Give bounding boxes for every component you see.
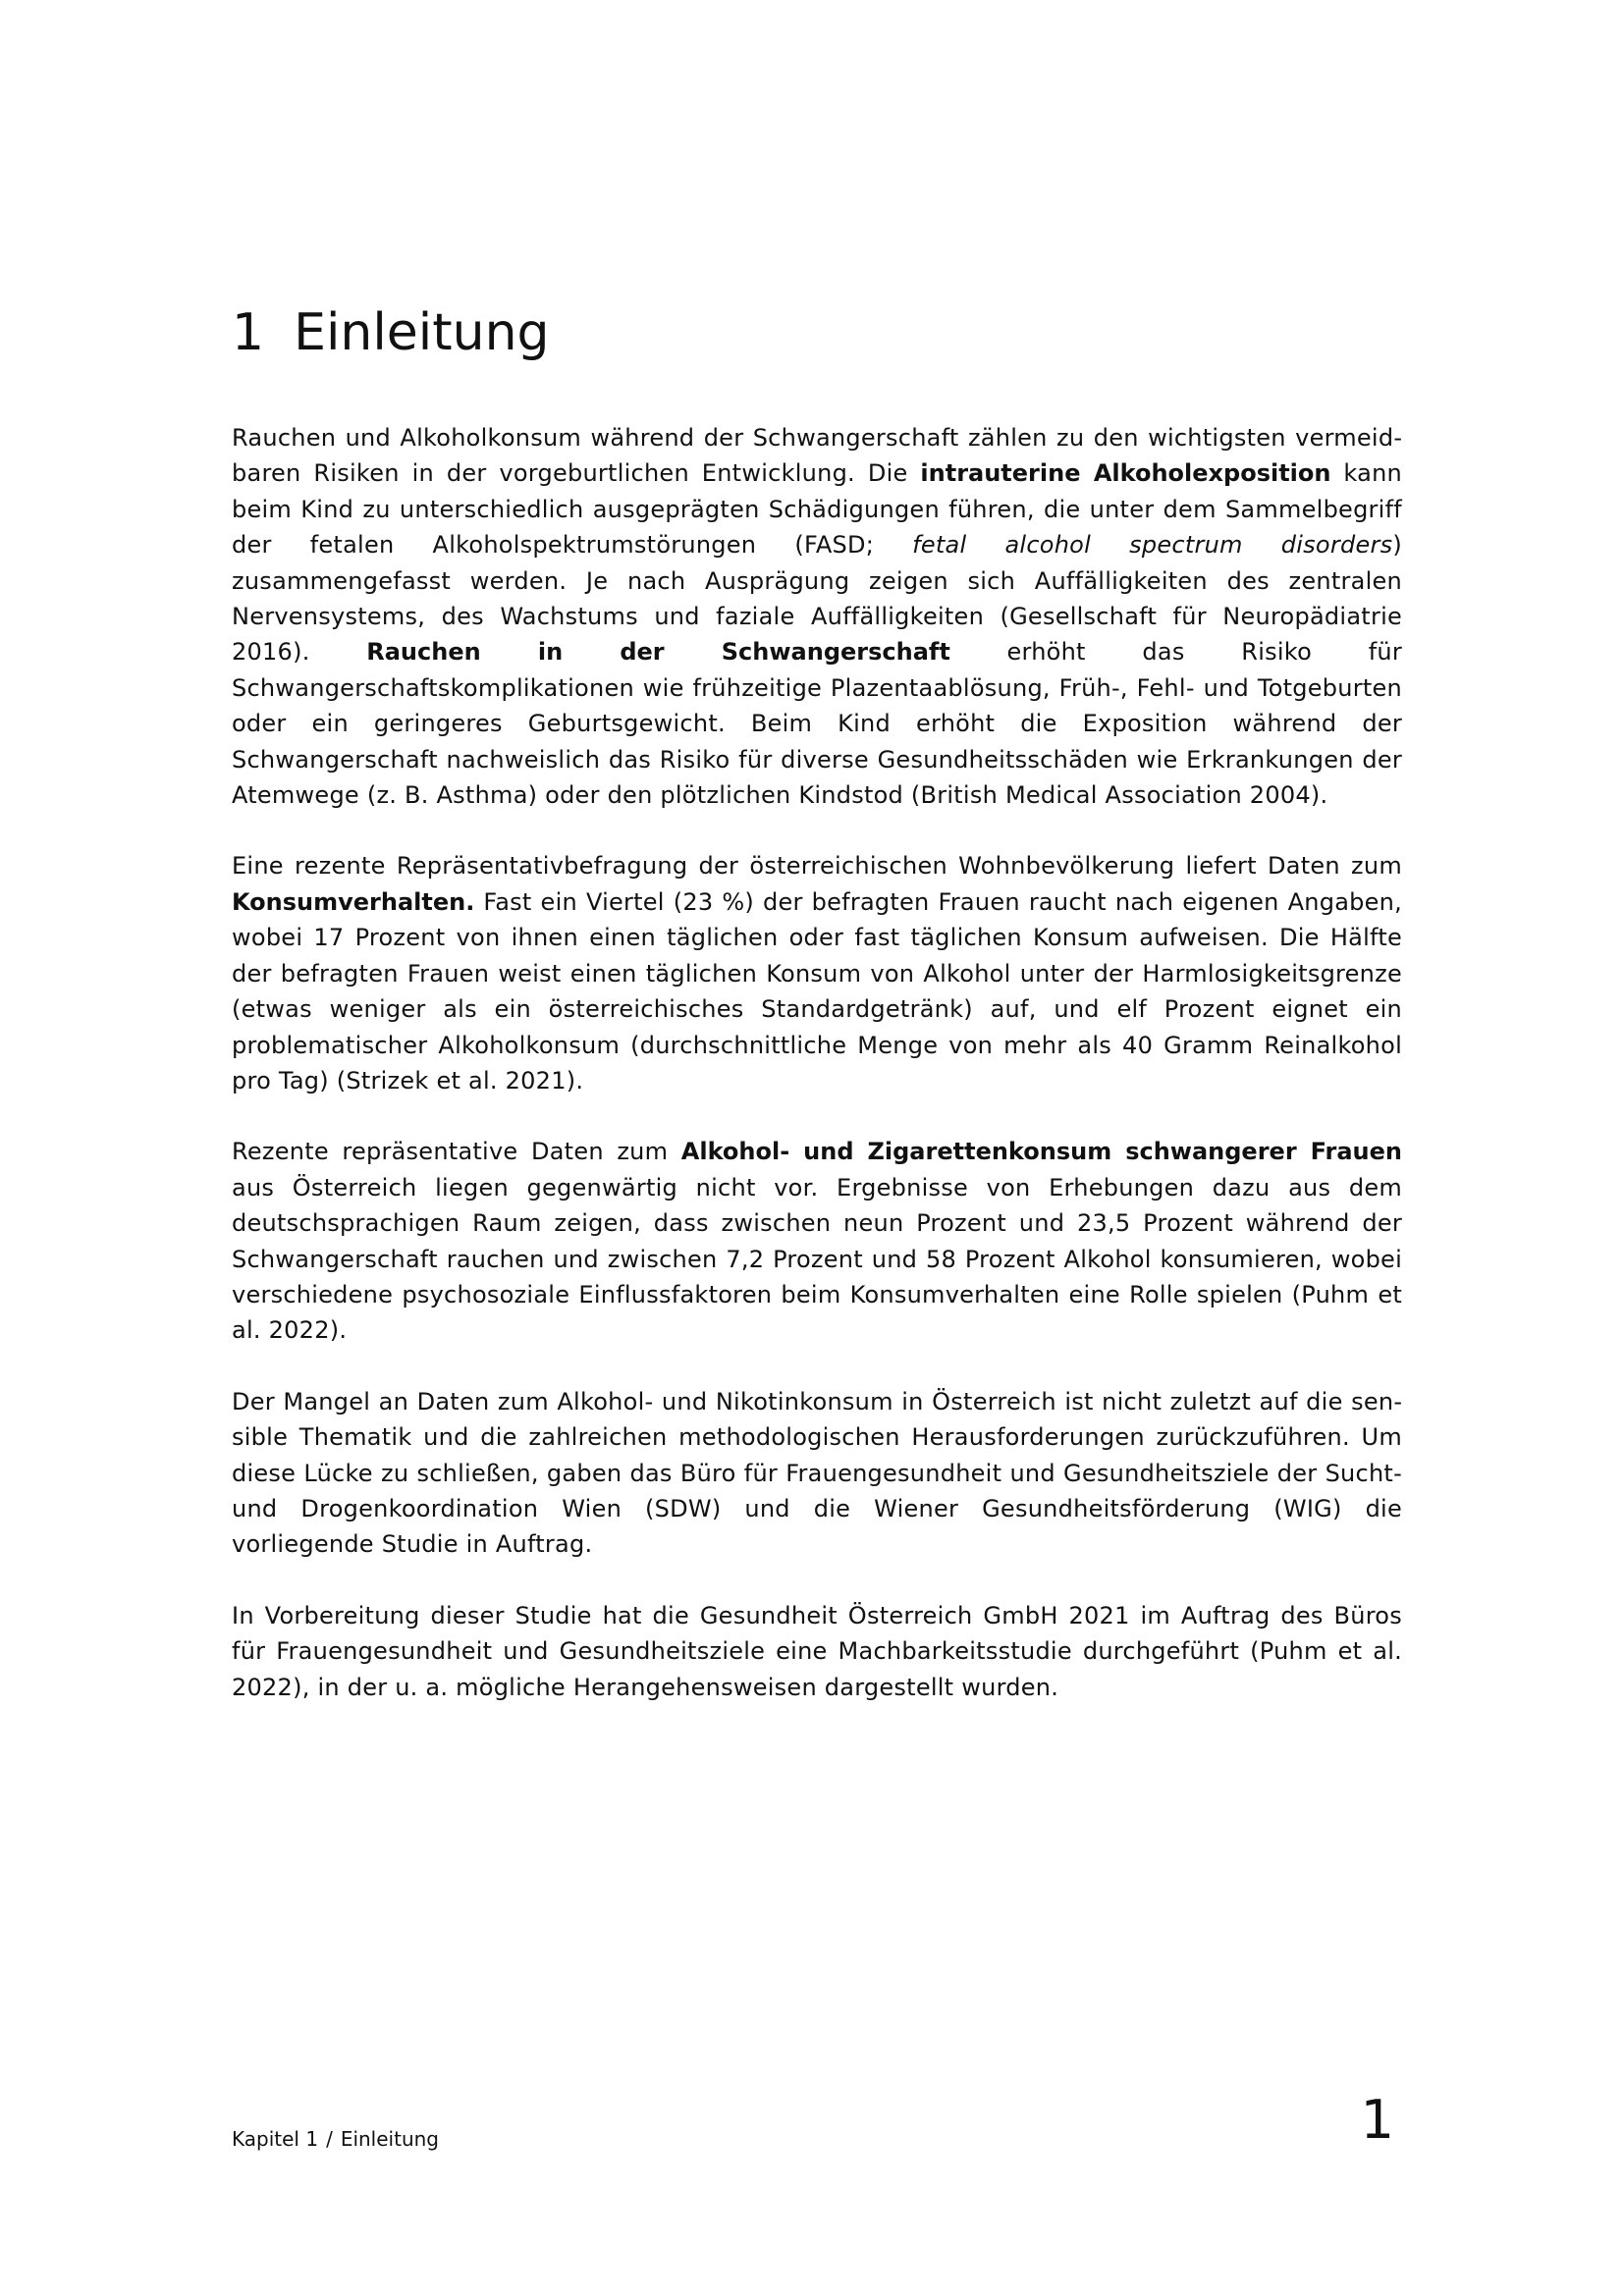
footer-separator: / <box>326 2127 333 2151</box>
chapter-number: 1 <box>232 303 265 362</box>
footer-chapter-label: Kapitel 1 <box>232 2127 319 2151</box>
text-run: Rezente repräsentative Daten zum <box>232 1138 681 1166</box>
bold-term-alcohol-exposure: intrauterine Alkoholexposition <box>920 459 1331 488</box>
running-footer <box>232 2125 439 2153</box>
italic-term-fasd: fetal alcohol spectrum disorders <box>912 531 1393 560</box>
text-run: Der Mangel an Daten zum Alkohol- und Nikotinkonsum in Österreich ist nicht zuletzt auf die sensible Thematik und die zahlreichen methodologischen Herausforderungen zurückzuführen. Um diese Lücke zu schließen, gaben das Büro für Frauengesundheit und Gesundheitsziele der Sucht- und Drogenkoordination Wien (SDW) und die Wiener Gesundheitsförderung (WIG) die vorliegende Studie in Auftrag. <box>232 1387 1402 1559</box>
paragraph-intro-risks <box>232 420 1402 813</box>
paragraph-consumption-data <box>232 848 1402 1098</box>
paragraph-pregnant-women-data <box>232 1134 1402 1348</box>
body-text <box>232 420 1402 1740</box>
bold-term-consumption: Konsumverhalten. <box>232 887 475 916</box>
text-run: erhöht das Risiko für Schwangerschaftskomplikationen wie frühzeitige Plazentaablösung, Früh-, Fehl- und Totgeburten oder ein geringeres Geburtsgewicht. Beim Kind erhöht die Exposition während der Schwangerschaft nachweislich das Risiko für diverse Gesundheitsschäden wie Erkrankungen der Atemwege (z. B. Asthma) oder den plötzlichen Kindstod (British Medical Association 2004). <box>232 638 1402 810</box>
chapter-title: Einleitung <box>294 303 550 362</box>
bold-term-smoking-pregnancy: Rauchen in der Schwangerschaft <box>366 638 950 667</box>
text-run: In Vorbereitung dieser Studie hat die Gesundheit Österreich GmbH 2021 im Auftrag des Büros für Frauengesundheit und Gesundheitsziele eine Machbarkeitsstudie durchgeführt (Puhm et al. 2022), in der u. a. mögliche Herangehensweisen dargestellt wurden. <box>232 1601 1402 1701</box>
chapter-heading <box>232 300 550 365</box>
text-run: kann beim Kind zu unterschiedlich ausgeprägten Schädigungen führen, die unter dem Sammelbegriff der fetalen Alkoholspektrumstörungen (FASD; <box>232 459 1402 560</box>
paragraph-feasibility-study <box>232 1598 1402 1705</box>
text-run: aus Österreich liegen gegenwärtig nicht vor. Ergebnisse von Erhebungen dazu aus dem deutschsprachigen Raum zeigen, dass zwischen neun Prozent und 23,5 Prozent während der Schwangerschaft rauchen und zwischen 7,2 Prozent und 58 Prozent Alkohol konsumieren, wobei verschiedene psychosoziale Einflussfaktoren beim Konsumverhalten eine Rolle spielen (Puhm et al. 2022). <box>232 1173 1402 1345</box>
text-run: Eine rezente Repräsentativbefragung der österreichischen Wohnbevölkerung liefert Daten zum <box>232 852 1402 881</box>
footer-section-label: Einleitung <box>340 2127 439 2151</box>
text-run: Rauchen und Alkoholkonsum während der Schwangerschaft zählen zu den wichtigsten vermeidbaren Risiken in der vorgeburtlichen Entwicklung. Die <box>232 424 1402 488</box>
text-run: ) zusammengefasst werden. Je nach Ausprägung zeigen sich Auffälligkeiten des zentralen Nervensystems, des Wachstums und faziale Auffälligkeiten (Gesellschaft für Neuropädiatrie 2016). <box>232 531 1402 667</box>
page-number: 1 <box>1360 2089 1394 2151</box>
text-run: Fast ein Viertel (23 %) der befragten Frauen raucht nach eigenen Angaben, wobei 17 Prozent von ihnen einen täglichen oder fast täglichen Konsum aufweisen. Die Hälfte der befragten Frauen weist einen täglichen Konsum von Alkohol unter der Harmlosigkeitsgrenze (etwas weniger als ein österreichisches Standardgetränk) auf, und elf Prozent eignet ein problematischer Alkoholkonsum (durchschnittliche Menge von mehr als 40 Gramm Reinalkohol pro Tag) (Strizek et al. 2021). <box>232 887 1402 1095</box>
bold-term-pregnant-consumption: Alkohol- und Zigarettenkonsum schwangerer Frauen <box>680 1138 1402 1166</box>
paragraph-data-gap <box>232 1384 1402 1563</box>
